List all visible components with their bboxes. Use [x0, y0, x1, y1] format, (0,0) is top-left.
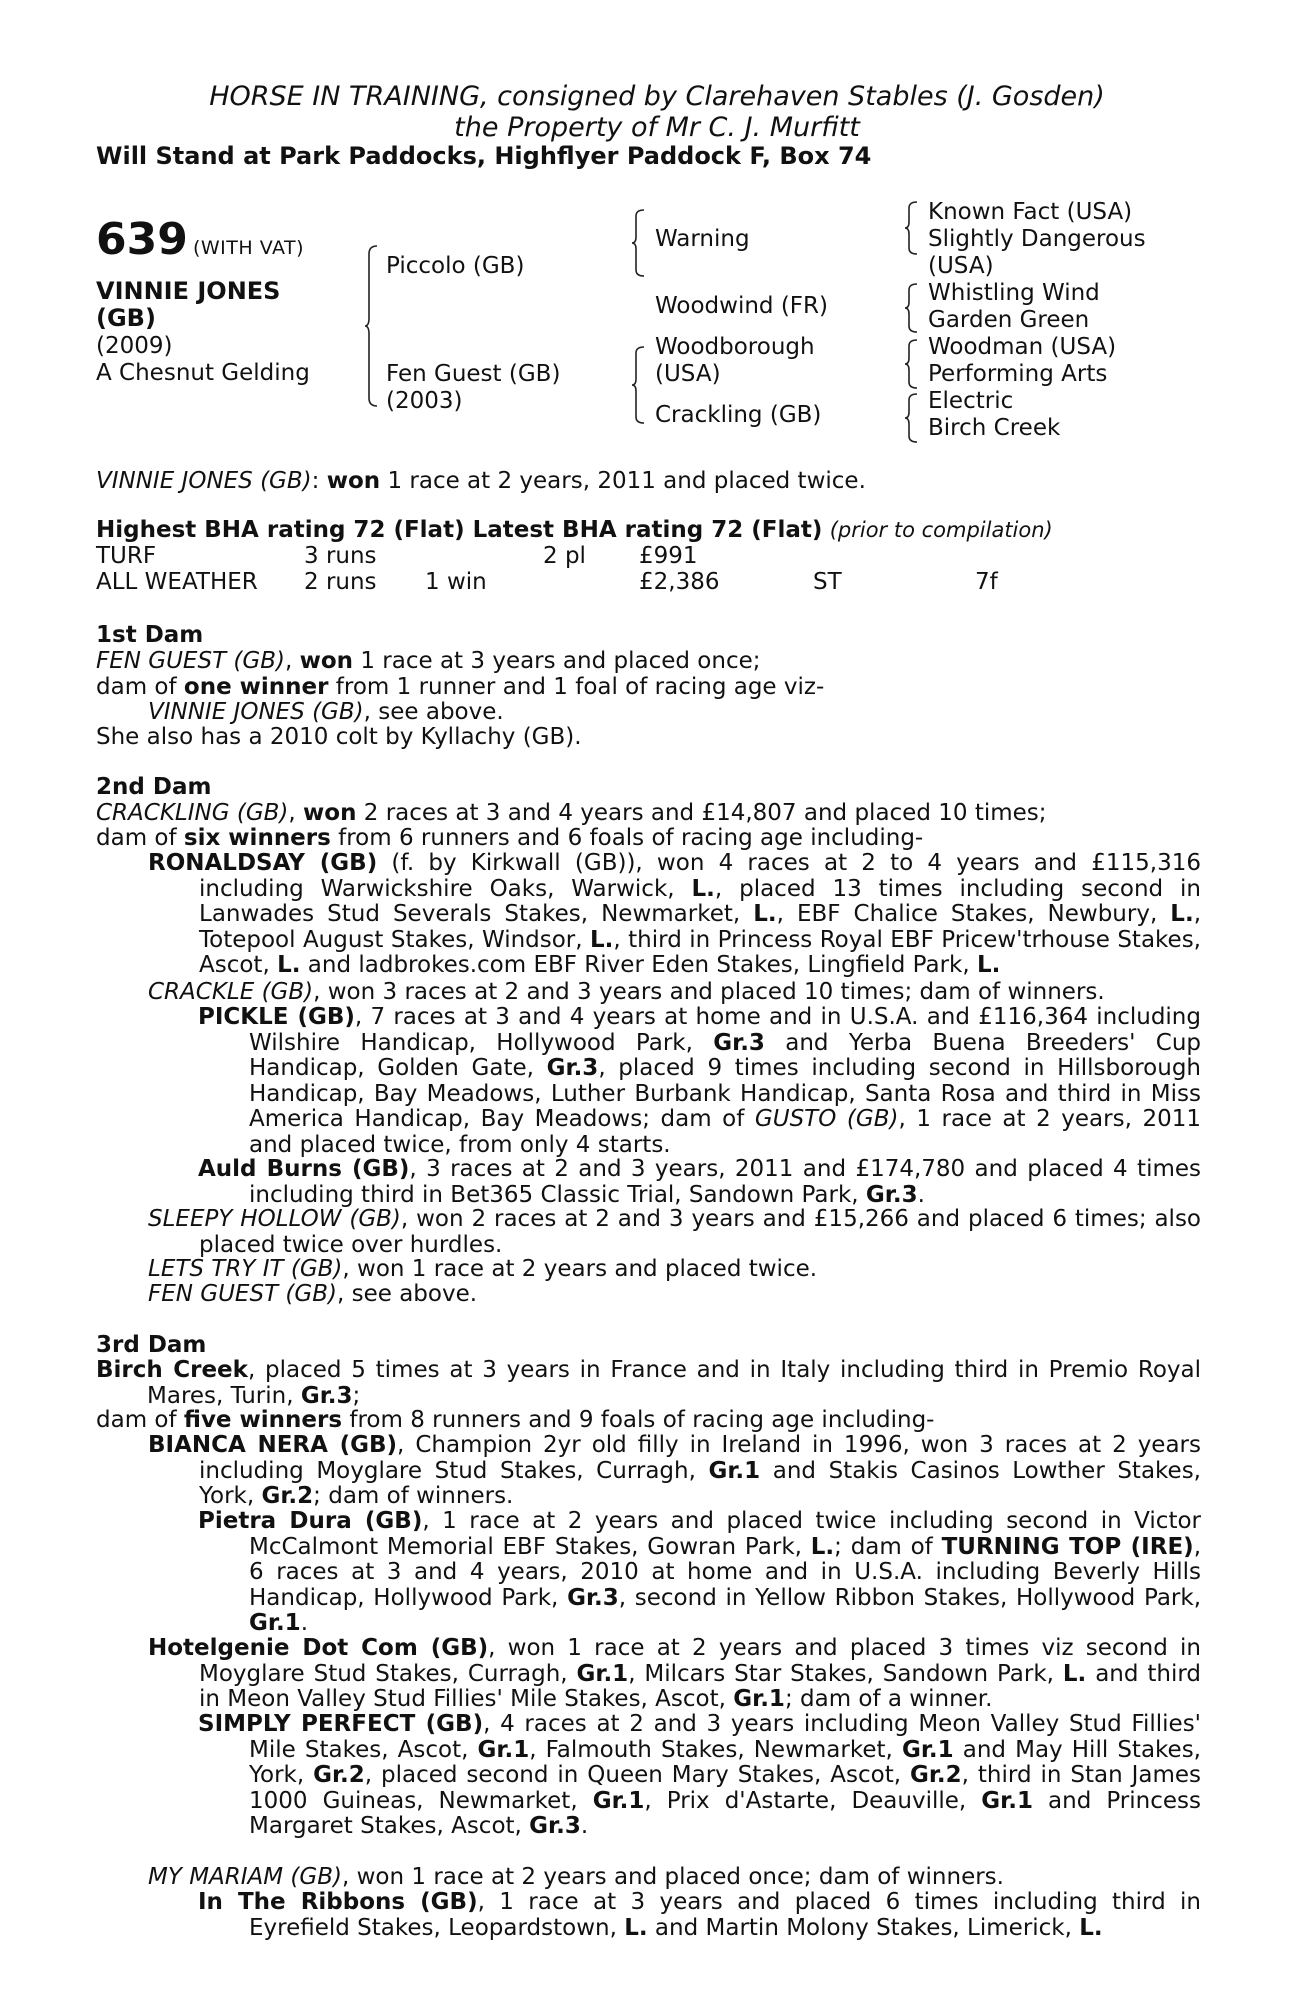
- second-dam-heading: 2nd Dam: [96, 774, 212, 800]
- property-line: the Property of Mr C. J. Murfitt: [454, 112, 860, 143]
- third-dam-produce: dam of five winners from 8 runners and 9 foals of racing age including-: [96, 1407, 935, 1433]
- ancestor-slightly-dangerous-suffix: (USA): [928, 253, 994, 279]
- entry-my-mariam: MY MARIAM (GB), won 1 race at 2 years and placed once; dam of winners.: [148, 1864, 1004, 1890]
- ancestor-whistling-wind: Whistling Wind: [928, 280, 1100, 306]
- pedigree-brace: [905, 282, 919, 334]
- pedigree-brace: [365, 244, 379, 408]
- aw-distance: 7f: [975, 569, 998, 595]
- aw-runs: 2 runs: [304, 569, 377, 595]
- race-summary: VINNIE JONES (GB): won 1 race at 2 years, 2011 and placed twice.: [96, 468, 866, 494]
- turf-placed: 2 pl: [543, 543, 586, 569]
- bha-ratings: Highest BHA rating 72 (Flat) Latest BHA rating 72 (Flat) (prior to compilation): [96, 517, 1053, 543]
- aw-prize: £2,386: [639, 569, 720, 595]
- first-dam-line: FEN GUEST (GB), won 1 race at 3 years and placed once;: [96, 648, 761, 674]
- pedigree-brace: [632, 345, 646, 425]
- entry-sleepy-hollow: SLEEPY HOLLOW (GB), won 2 races at 2 and 3 years and £15,266 and placed 6 times; also placed twice over hurdles.: [148, 1206, 1202, 1258]
- foaling-year: (2009): [96, 333, 173, 359]
- dam-sire: Woodborough: [655, 334, 815, 360]
- entry-crackle: CRACKLE (GB), won 3 races at 2 and 3 years and placed 10 times; dam of winners.: [148, 979, 1105, 1005]
- ancestor-garden-green: Garden Green: [928, 307, 1090, 333]
- pedigree-brace: [905, 392, 919, 444]
- entry-ronaldsay: RONALDSAY (GB) (f. by Kirkwall (GB)), won 4 races at 2 to 4 years and £115,316 including Warwickshire Oaks, Warwick, L., placed 13 times including second in Lanwades Stud Severals Stakes, Newmarket, L., EBF Chalice Stakes, Newbury, L., Totepool August Stakes, Windsor, L., third in Princess Royal EBF Pricew'trhouse Stakes, Ascot, L. and ladbrokes.com EBF River Eden Stakes, Lingfield Park, L.: [148, 850, 1202, 979]
- pedigree-brace: [905, 338, 919, 390]
- vat-label: (WITH VAT): [192, 237, 305, 259]
- entry-bianca-nera: BIANCA NERA (GB), Champion 2yr old filly in Ireland in 1996, won 3 races at 2 years including Moyglare Stud Stakes, Curragh, Gr.1 and Stakis Casinos Lowther Stakes, York, Gr.2; dam of winners.: [148, 1432, 1201, 1510]
- ancestor-slightly-dangerous: Slightly Dangerous: [928, 226, 1146, 252]
- second-dam-produce: dam of six winners from 6 runners and 6 foals of racing age including-: [96, 825, 924, 851]
- horse-name-suffix: (GB): [96, 304, 156, 332]
- sire-dam: Woodwind (FR): [655, 293, 828, 319]
- sire-sire: Warning: [655, 226, 750, 252]
- dam-dam: Crackling (GB): [655, 402, 822, 428]
- pedigree-brace: [632, 208, 646, 278]
- ancestor-woodman: Woodman (USA): [928, 334, 1117, 360]
- entry-lets-try-it: LETS TRY IT (GB), won 1 race at 2 years and placed twice.: [148, 1256, 818, 1282]
- aw-label: ALL WEATHER: [96, 569, 258, 595]
- turf-prize: £991: [639, 543, 698, 569]
- horse-name: VINNIE JONES: [96, 277, 281, 305]
- entry-birch-creek: Birch Creek, placed 5 times at 3 years in France and in Italy including third in Premio Royal Mares, Turin, Gr.3;: [96, 1357, 1201, 1409]
- lot-number: 639: [96, 214, 188, 265]
- ancestor-electric: Electric: [928, 388, 1014, 414]
- sire: Piccolo (GB): [386, 253, 525, 279]
- ancestor-performing-arts: Performing Arts: [928, 361, 1108, 387]
- horse-description: A Chesnut Gelding: [96, 360, 310, 386]
- second-dam-line: CRACKLING (GB), won 2 races at 3 and 4 years and £14,807 and placed 10 times;: [96, 800, 1047, 826]
- turf-runs: 3 runs: [304, 543, 377, 569]
- first-dam-note: She also has a 2010 colt by Kyllachy (GB).: [96, 724, 582, 750]
- entry-pickle: PICKLE (GB), 7 races at 3 and 4 years at home and in U.S.A. and £116,364 including Wilshire Handicap, Hollywood Park, Gr.3 and Yerba Buena Breeders' Cup Handicap, Golden Gate, Gr.3, placed 9 times including second in Hillsborough Handicap, Bay Meadows, Luther Burbank Handicap, Santa Rosa and third in Miss America Handicap, Bay Meadows; dam of GUSTO (GB), 1 race at 2 years, 2011 and placed twice, from only 4 starts.: [198, 1004, 1202, 1158]
- lot-number-row: [96, 214, 305, 265]
- ancestor-birch-creek: Birch Creek: [928, 415, 1061, 441]
- turf-label: TURF: [96, 543, 157, 569]
- aw-wins: 1 win: [425, 569, 487, 595]
- pedigree-brace: [905, 200, 919, 256]
- entry-simply-perfect: SIMPLY PERFECT (GB), 4 races at 2 and 3 years including Meon Valley Stud Fillies' Mile Stakes, Ascot, Gr.1, Falmouth Stakes, Newmarket, Gr.1 and May Hill Stakes, York, Gr.2, placed second in Queen Mary Stakes, Ascot, Gr.2, third in Stan James 1000 Guineas, Newmarket, Gr.1, Prix d'Astarte, Deauville, Gr.1 and Princess Margaret Stakes, Ascot, Gr.3.: [198, 1711, 1202, 1840]
- entry-in-the-ribbons: In The Ribbons (GB), 1 race at 3 years and placed 6 times including third in Eyrefield Stakes, Leopardstown, L. and Martin Molony Stakes, Limerick, L.: [198, 1889, 1202, 1941]
- dam-sire-suffix: (USA): [655, 361, 721, 387]
- entry-fen-guest: FEN GUEST (GB), see above.: [148, 1281, 478, 1307]
- entry-hotelgenie-dot-com: Hotelgenie Dot Com (GB), won 1 race at 2 years and placed 3 times viz second in Moyglare Stud Stakes, Curragh, Gr.1, Milcars Star Stakes, Sandown Park, L. and third in Meon Valley Stud Fillies' Mile Stakes, Ascot, Gr.1; dam of a winner.: [148, 1635, 1202, 1713]
- dam-year: (2003): [386, 388, 463, 414]
- ancestor-known-fact: Known Fact (USA): [928, 199, 1133, 225]
- third-dam-heading: 3rd Dam: [96, 1332, 207, 1358]
- first-dam-heading: 1st Dam: [96, 622, 204, 648]
- stand-line: Will Stand at Park Paddocks, Highflyer Paddock F, Box 74: [96, 142, 872, 170]
- first-dam-offspring: VINNIE JONES (GB), see above.: [148, 699, 504, 725]
- aw-going: ST: [813, 569, 842, 595]
- consignor-line: HORSE IN TRAINING, consigned by Clarehaven Stables (J. Gosden): [209, 81, 1105, 112]
- dam: Fen Guest (GB): [386, 361, 561, 387]
- first-dam-produce: dam of one winner from 1 runner and 1 foal of racing age viz-: [96, 674, 825, 700]
- entry-pietra-dura: Pietra Dura (GB), 1 race at 2 years and placed twice including second in Victor McCalmont Memorial EBF Stakes, Gowran Park, L.; dam of TURNING TOP (IRE), 6 races at 3 and 4 years, 2010 at home and in U.S.A. including Beverly Hills Handicap, Hollywood Park, Gr.3, second in Yellow Ribbon Stakes, Hollywood Park, Gr.1.: [198, 1508, 1202, 1637]
- entry-auld-burns: Auld Burns (GB), 3 races at 2 and 3 years, 2011 and £174,780 and placed 4 times including third in Bet365 Classic Trial, Sandown Park, Gr.3.: [198, 1156, 1202, 1208]
